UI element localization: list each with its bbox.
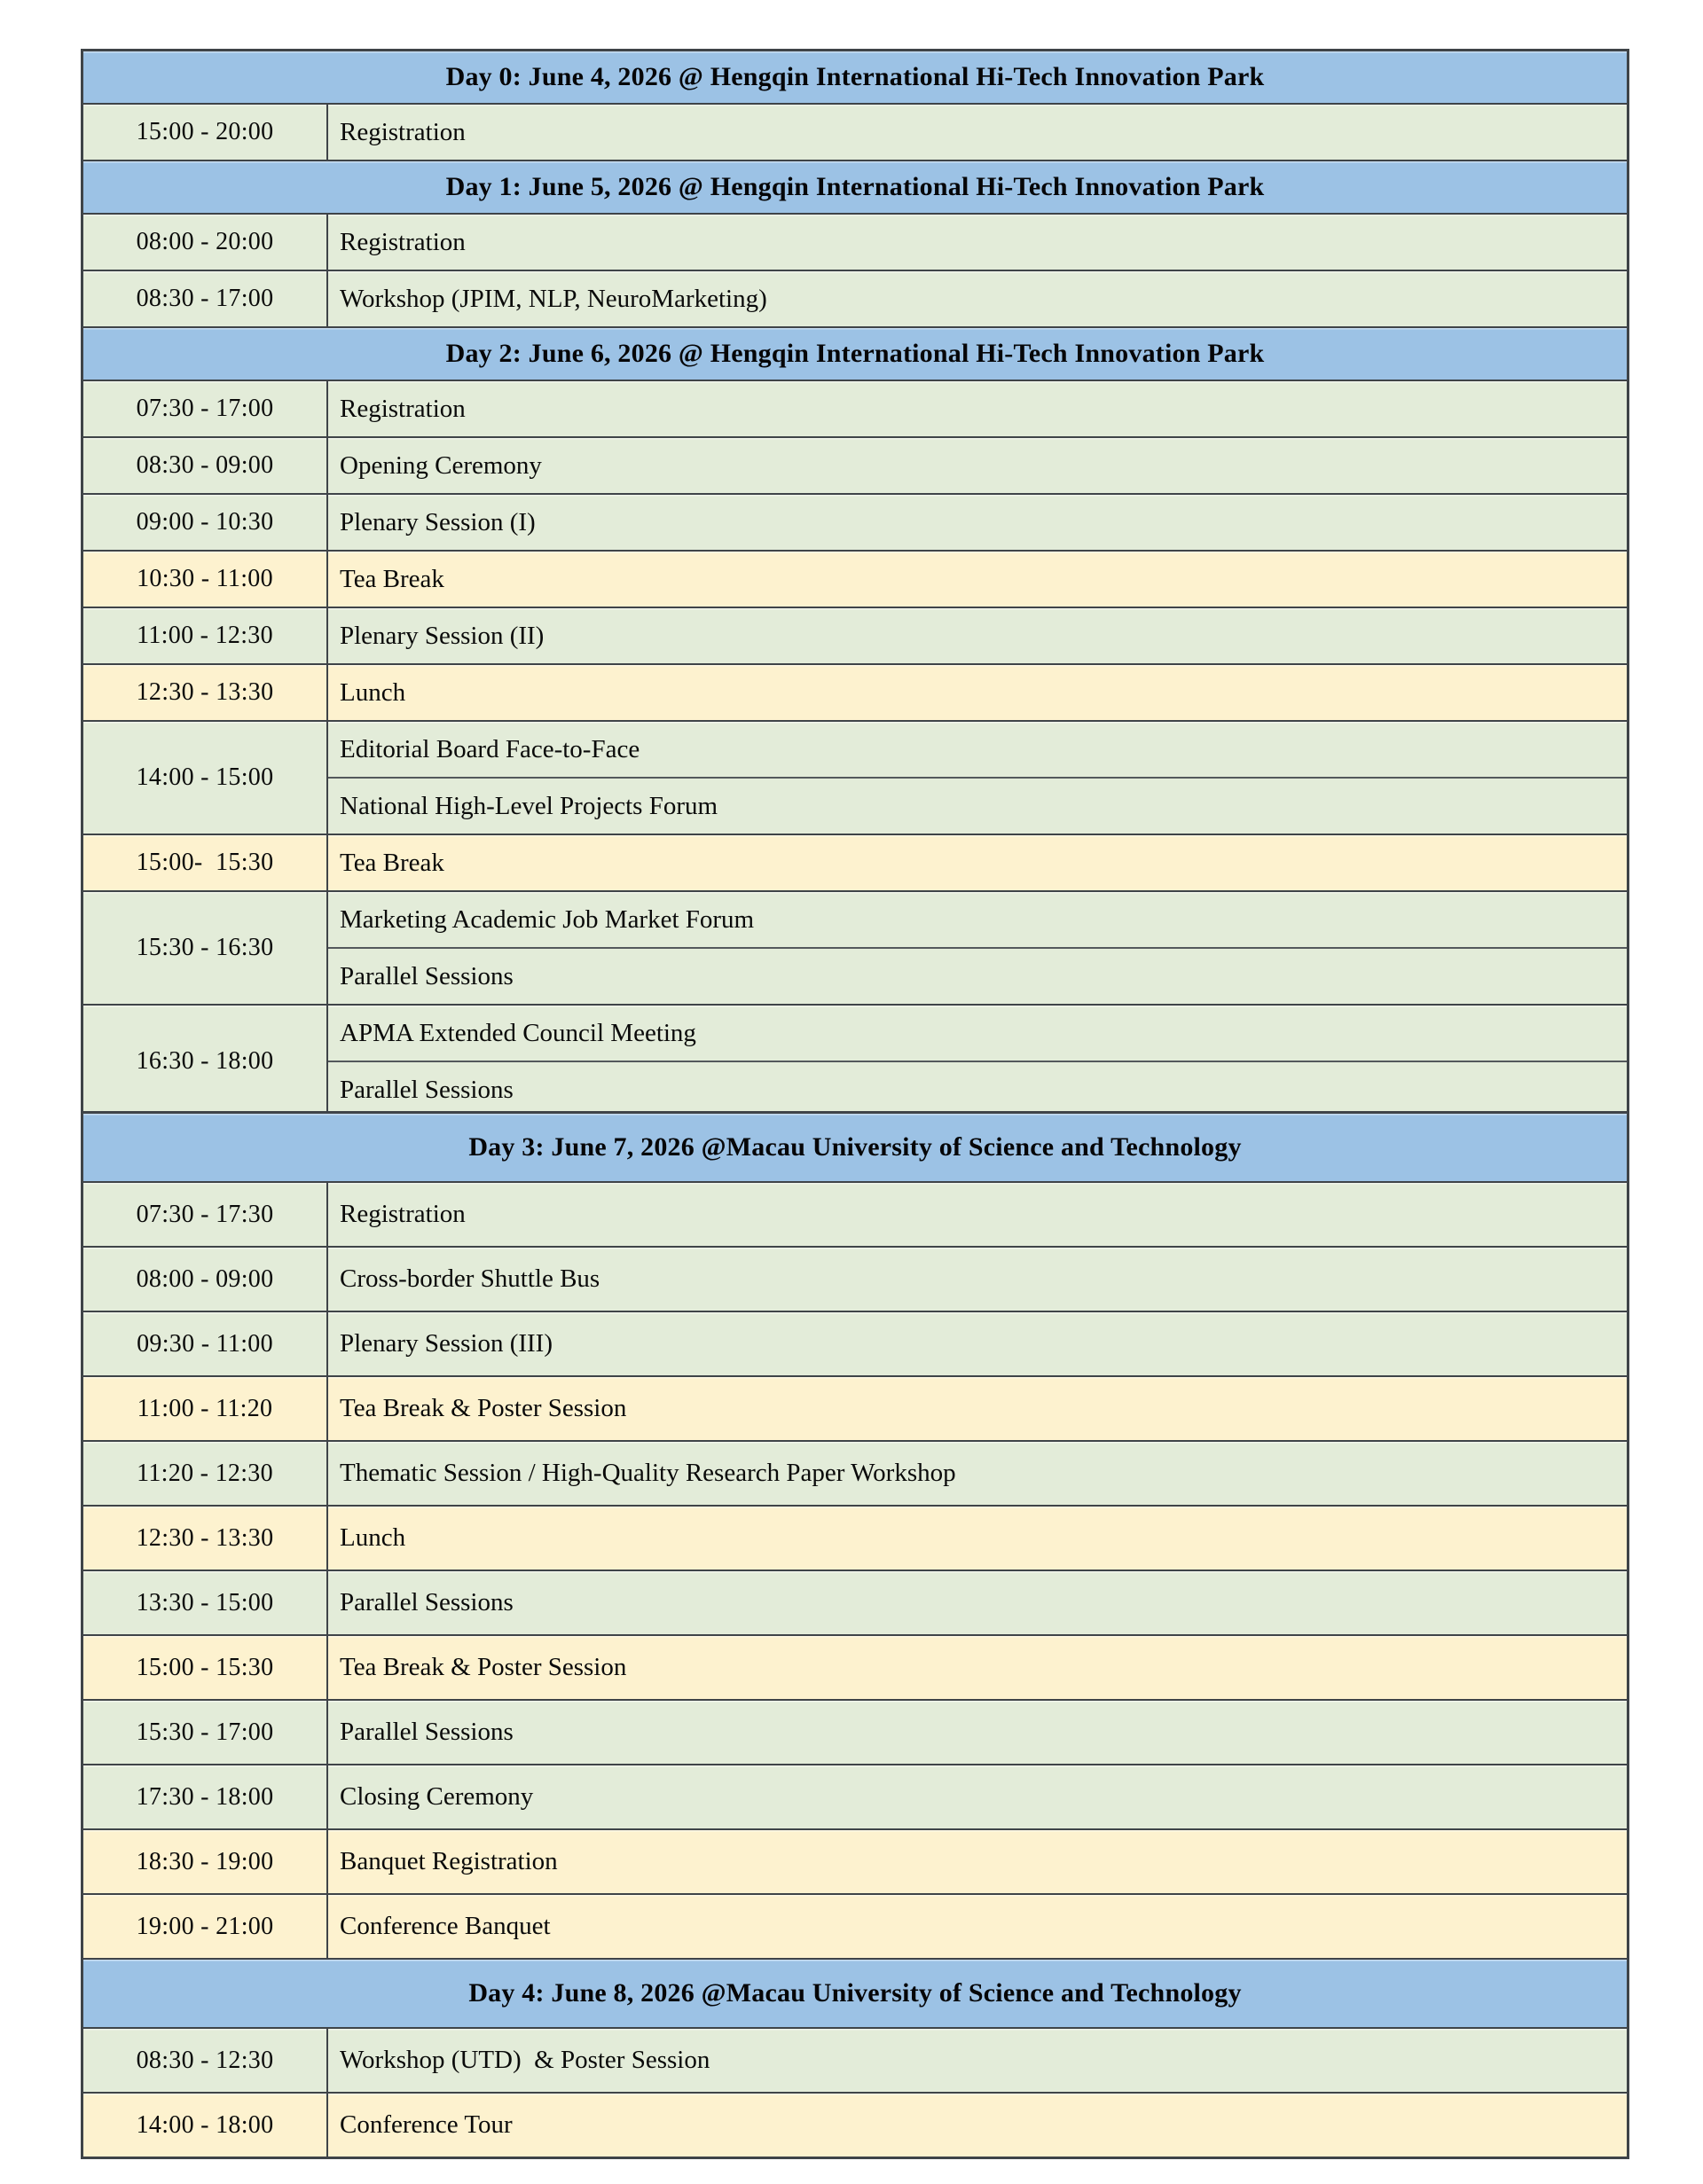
event-name: Closing Ceremony	[340, 1782, 534, 1811]
event-name: APMA Extended Council Meeting	[340, 1018, 696, 1047]
time-range: 16:30 - 18:00	[136, 1047, 274, 1075]
event-cell-group	[326, 1442, 1627, 1505]
event-name: Tea Break & Poster Session	[340, 1653, 627, 1681]
time-range: 15:30 - 17:00	[136, 1718, 274, 1746]
schedule-row	[83, 892, 1627, 1006]
event-name: Opening Ceremony	[340, 450, 542, 480]
event-cell-group	[326, 608, 1627, 663]
event-name: Marketing Academic Job Market Forum	[340, 904, 755, 934]
time-range: 10:30 - 11:00	[137, 565, 273, 592]
day-header-row	[83, 161, 1627, 215]
event-cell-group	[326, 665, 1627, 720]
day-header-label: Day 4: June 8, 2026 @Macau University of Science and Technology	[468, 1978, 1242, 2008]
event-name: Parallel Sessions	[328, 947, 1627, 1004]
time-range: 19:00 - 21:00	[136, 1912, 274, 1940]
schedule-row	[83, 495, 1627, 552]
time-range: 15:00- 15:30	[136, 849, 274, 876]
event-name: Lunch	[340, 1523, 406, 1552]
event-name: Workshop (UTD) & Poster Session	[340, 2046, 710, 2074]
event-name: Plenary Session (II)	[340, 621, 545, 650]
event-cell-group	[326, 1636, 1627, 1699]
schedule-row	[83, 438, 1627, 495]
schedule-row	[83, 1183, 1627, 1248]
event-name: Plenary Session (III)	[340, 1329, 553, 1358]
time-range: 08:30 - 09:00	[136, 451, 274, 479]
event-name: Tea Break	[340, 564, 444, 593]
time-range: 08:00 - 09:00	[136, 1264, 274, 1293]
schedule-row	[83, 105, 1627, 161]
schedule-row	[83, 1377, 1627, 1442]
event-name: Registration	[340, 394, 466, 423]
event-cell-group	[326, 1571, 1627, 1634]
time-range: 12:30 - 13:30	[136, 1523, 274, 1552]
event-name: Registration	[340, 117, 466, 146]
event-cell-group	[326, 438, 1627, 493]
schedule-row	[83, 1507, 1627, 1571]
event-cell-group	[326, 2029, 1627, 2092]
event-cell-group	[326, 1248, 1627, 1311]
event-name: Conference Tour	[340, 2110, 513, 2139]
event-cell-group	[326, 1312, 1627, 1375]
event-name: Thematic Session / High-Quality Research Paper Workshop	[340, 1459, 956, 1487]
schedule-row	[83, 1006, 1627, 1117]
schedule-row	[83, 1571, 1627, 1636]
event-cell-group	[326, 1006, 1627, 1117]
schedule-row	[83, 215, 1627, 271]
time-range: 09:00 - 10:30	[136, 508, 274, 536]
schedule-row	[83, 2094, 1627, 2157]
event-cell-group	[326, 1183, 1627, 1246]
time-range: 13:30 - 15:00	[136, 1588, 274, 1616]
schedule-row	[83, 381, 1627, 438]
event-name: Banquet Registration	[340, 1847, 558, 1875]
time-range: 08:30 - 12:30	[136, 2046, 274, 2074]
event-name: Lunch	[340, 677, 406, 707]
time-range: 12:30 - 13:30	[136, 678, 274, 706]
event-cell-group	[326, 1507, 1627, 1570]
event-name: Cross-border Shuttle Bus	[340, 1264, 600, 1293]
event-name: Conference Banquet	[340, 1912, 551, 1940]
event-cell-group	[326, 722, 1627, 834]
event-cell-group	[326, 1830, 1627, 1893]
schedule-row	[83, 1312, 1627, 1377]
event-cell-group	[326, 552, 1627, 607]
event-name: Workshop (JPIM, NLP, NeuroMarketing)	[340, 284, 767, 313]
event-cell-group	[326, 1701, 1627, 1764]
conference-schedule-table-days-0-2	[81, 49, 1629, 1120]
time-range: 07:30 - 17:30	[136, 1200, 274, 1228]
schedule-row	[83, 608, 1627, 665]
event-cell-group	[326, 1765, 1627, 1828]
time-range: 11:00 - 11:20	[137, 1394, 273, 1422]
schedule-row	[83, 722, 1627, 835]
event-cell-group	[326, 495, 1627, 550]
event-cell-group	[326, 271, 1627, 326]
schedule-row	[83, 1895, 1627, 1960]
event-name: Registration	[340, 1200, 466, 1228]
time-range: 08:00 - 20:00	[136, 228, 274, 255]
time-range: 11:20 - 12:30	[137, 1459, 273, 1487]
event-name: Editorial Board Face-to-Face	[340, 734, 640, 763]
time-range: 14:00 - 18:00	[136, 2110, 274, 2139]
day-header-row	[83, 1960, 1627, 2029]
event-cell-group	[326, 1895, 1627, 1958]
schedule-row	[83, 1636, 1627, 1701]
event-name: Parallel Sessions	[340, 1718, 514, 1746]
schedule-row	[83, 1442, 1627, 1507]
event-cell-group	[326, 215, 1627, 270]
time-range: 14:00 - 15:00	[136, 763, 274, 791]
schedule-row	[83, 1248, 1627, 1312]
day-header-row	[83, 1114, 1627, 1183]
time-range: 15:30 - 16:30	[136, 934, 274, 961]
day-header-row	[83, 328, 1627, 381]
schedule-row	[83, 1830, 1627, 1895]
event-name: Plenary Session (I)	[340, 507, 536, 536]
event-cell-group	[326, 381, 1627, 436]
day-header-label: Day 3: June 7, 2026 @Macau University of Science and Technology	[468, 1132, 1242, 1162]
day-header-label: Day 2: June 6, 2026 @ Hengqin International Hi-Tech Innovation Park	[445, 339, 1265, 368]
day-header-row	[83, 51, 1627, 105]
schedule-row	[83, 271, 1627, 328]
day-header-label: Day 1: June 5, 2026 @ Hengqin International Hi-Tech Innovation Park	[445, 172, 1265, 201]
event-cell-group	[326, 835, 1627, 890]
schedule-row	[83, 1701, 1627, 1765]
event-name: Tea Break & Poster Session	[340, 1394, 627, 1422]
time-range: 08:30 - 17:00	[136, 285, 274, 312]
schedule-row	[83, 2029, 1627, 2094]
event-name: Registration	[340, 227, 466, 256]
event-cell-group	[326, 1377, 1627, 1440]
event-cell-group	[326, 105, 1627, 160]
day-header-label: Day 0: June 4, 2026 @ Hengqin International Hi-Tech Innovation Park	[445, 62, 1265, 91]
time-range: 17:30 - 18:00	[136, 1782, 274, 1811]
schedule-row	[83, 1765, 1627, 1830]
time-range: 11:00 - 12:30	[137, 622, 273, 649]
time-range: 15:00 - 20:00	[136, 118, 274, 145]
event-cell-group	[326, 892, 1627, 1004]
event-name: National High-Level Projects Forum	[328, 777, 1627, 834]
time-range: 09:30 - 11:00	[137, 1329, 273, 1358]
schedule-row	[83, 835, 1627, 892]
schedule-row	[83, 552, 1627, 608]
conference-schedule-table-days-3-4	[81, 1111, 1629, 2159]
event-cell-group	[326, 2094, 1627, 2157]
event-name: Parallel Sessions	[340, 1588, 514, 1616]
schedule-row	[83, 665, 1627, 722]
event-name: Tea Break	[340, 848, 444, 877]
event-name: Parallel Sessions	[328, 1061, 1627, 1117]
time-range: 15:00 - 15:30	[136, 1653, 274, 1681]
time-range: 07:30 - 17:00	[136, 395, 274, 422]
time-range: 18:30 - 19:00	[136, 1847, 274, 1875]
